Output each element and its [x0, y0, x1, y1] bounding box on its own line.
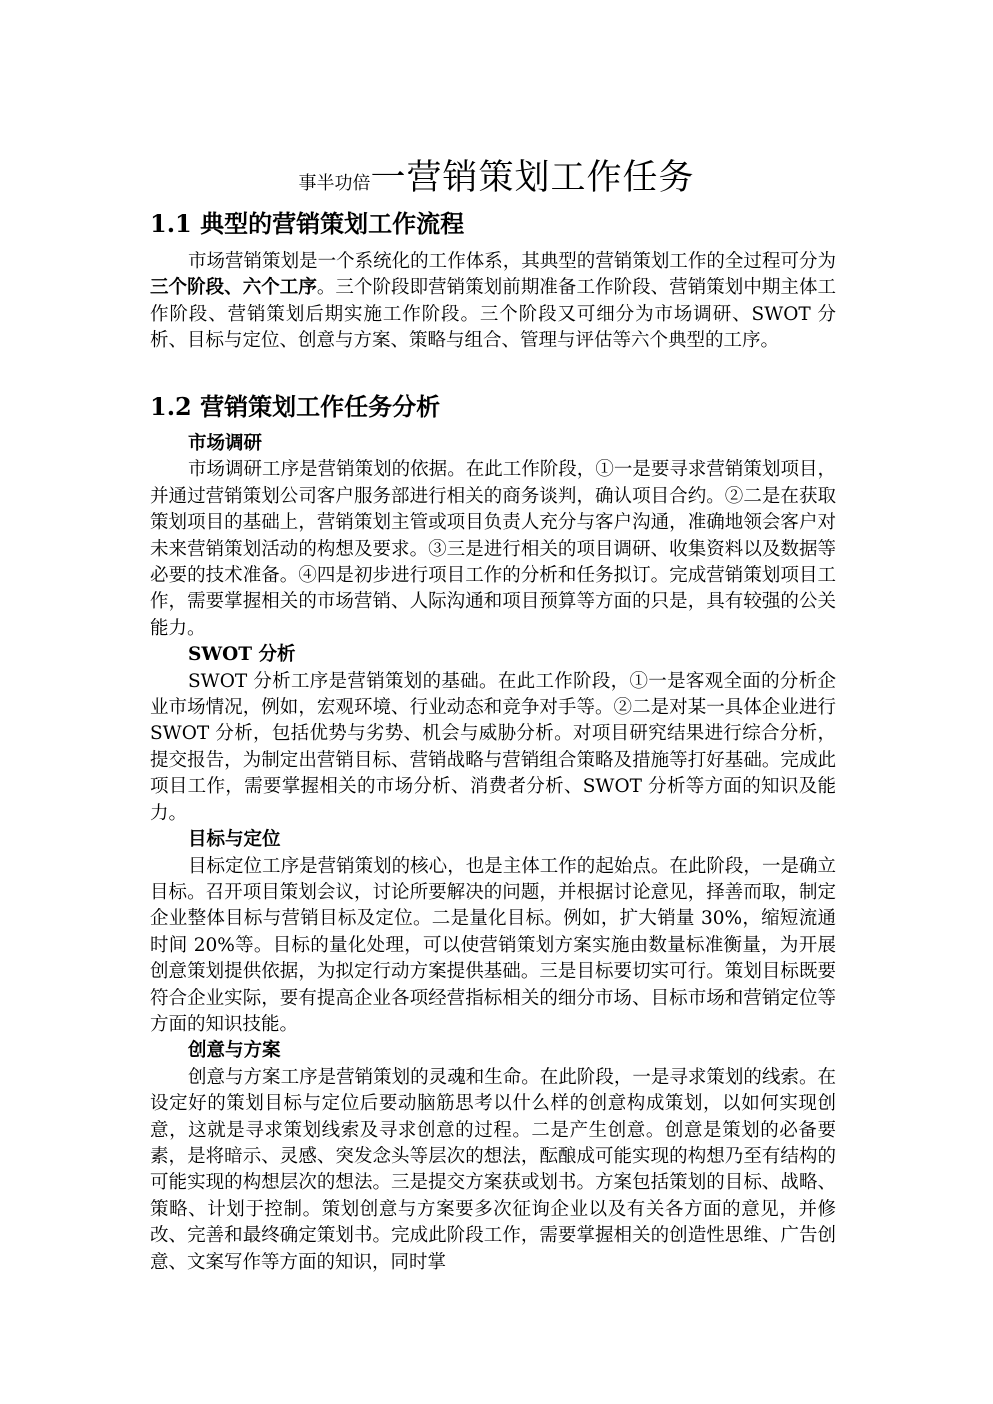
paragraph-swot: SWOT 分析工序是营销策划的基础。在此工作阶段，①一是客观全面的分析企业市场情况，例如，宏观环境、行业动态和竞争对手等。②二是对某一具体企业进行 SWOT 分析，包括优势与劣势、机会与威胁分析。对项目研究结果进行综合分析，提交报告，为制定出营销目标、营销战略与营销组合策略及措施等打好基础。完成此项目工作，需要掌握相关的市场分析、消费者分析、SWOT 分析等方面的知识及能力。	[150, 670, 836, 824]
paragraph-text-start: 市场营销策划是一个系统化的工作体系，其典型的营销策划工作的全过程可分为	[188, 251, 836, 272]
paragraph-goal-positioning: 目标定位工序是营销策划的核心，也是主体工作的起始点。在此阶段，一是确立目标。召开项目策划会议，讨论所要解决的问题，并根据讨论意见，择善而取，制定企业整体目标与营销目标及定位。二是量化目标。例如，扩大销量 30%，缩短流通时间 20%等。目标的量化处理，可以使营销策划方案实施由数量标准衡量，为开展创意策划提供依据，为拟定行动方案提供基础。三是目标要切实可行。策划目标既要符合企业实际，要有提高企业各项经营指标相关的细分市场、目标市场和营销定位等方面的知识技能。	[150, 855, 836, 1035]
section-1-1-paragraph	[150, 249, 836, 355]
section-1-2-body	[150, 431, 836, 1276]
subheading-market-research: 市场调研	[188, 433, 263, 454]
paragraph-text-end: 。三个阶段即营销策划前期准备工作阶段、营销策划中期主体工作阶段、营销策划后期实施工作阶段。三个阶段又可细分为市场调研、SWOT 分析、目标与定位、创意与方案、策略与组合、管理与评估等六个典型的工序。	[150, 277, 836, 352]
title-prefix: 事半功倍	[298, 173, 371, 194]
subheading-creative-plan: 创意与方案	[188, 1040, 281, 1062]
section-heading-1-1: 1.1 典型的营销策划工作流程	[150, 209, 465, 238]
section-1-1-body	[150, 249, 836, 355]
subheading-swot: SWOT 分析	[188, 644, 296, 666]
title-main: 一营销策划工作任务	[370, 158, 695, 198]
subheading-goal-positioning: 目标与定位	[188, 829, 281, 851]
paragraph-bold-text: 三个阶段、六个工序	[150, 277, 317, 299]
document-title	[0, 150, 993, 200]
section-heading-1-2: 1.2 营销策划工作任务分析	[150, 392, 441, 421]
paragraph-market-research: 市场调研工序是营销策划的依据。在此工作阶段，①一是要寻求营销策划项目，并通过营销策划公司客户服务部进行相关的商务谈判，确认项目合约。②二是在获取策划项目的基础上，营销策划主管或项目负责人充分与客户沟通，准确地领会客户对未来营销策划活动的构想及要求。③三是进行相关的项目调研、收集资料以及数据等必要的技术准备。④四是初步进行项目工作的分析和任务拟订。完成营销策划项目工作，需要掌握相关的市场营销、人际沟通和项目预算等方面的只是，具有较强的公关能力。	[150, 459, 836, 639]
paragraph-creative-plan: 创意与方案工序是营销策划的灵魂和生命。在此阶段，一是寻求策划的线索。在设定好的策划目标与定位后要动脑筋思考以什么样的创意构成策划，以如何实现创意，这就是寻求策划线索及寻求创意的过程。二是产生创意。创意是策划的必备要素，是将暗示、灵感、突发念头等层次的想法，酝酿成可能实现的构想乃至有结构的可能实现的构想层次的想法。三是提交方案获或划书。方案包括策划的目标、战略、策略、计划于控制。策划创意与方案要多次征询企业以及有关各方面的意见，并修改、完善和最终确定策划书。完成此阶段工作，需要掌握相关的创造性思维、广告创意、文案写作等方面的知识，同时掌	[150, 1066, 836, 1273]
